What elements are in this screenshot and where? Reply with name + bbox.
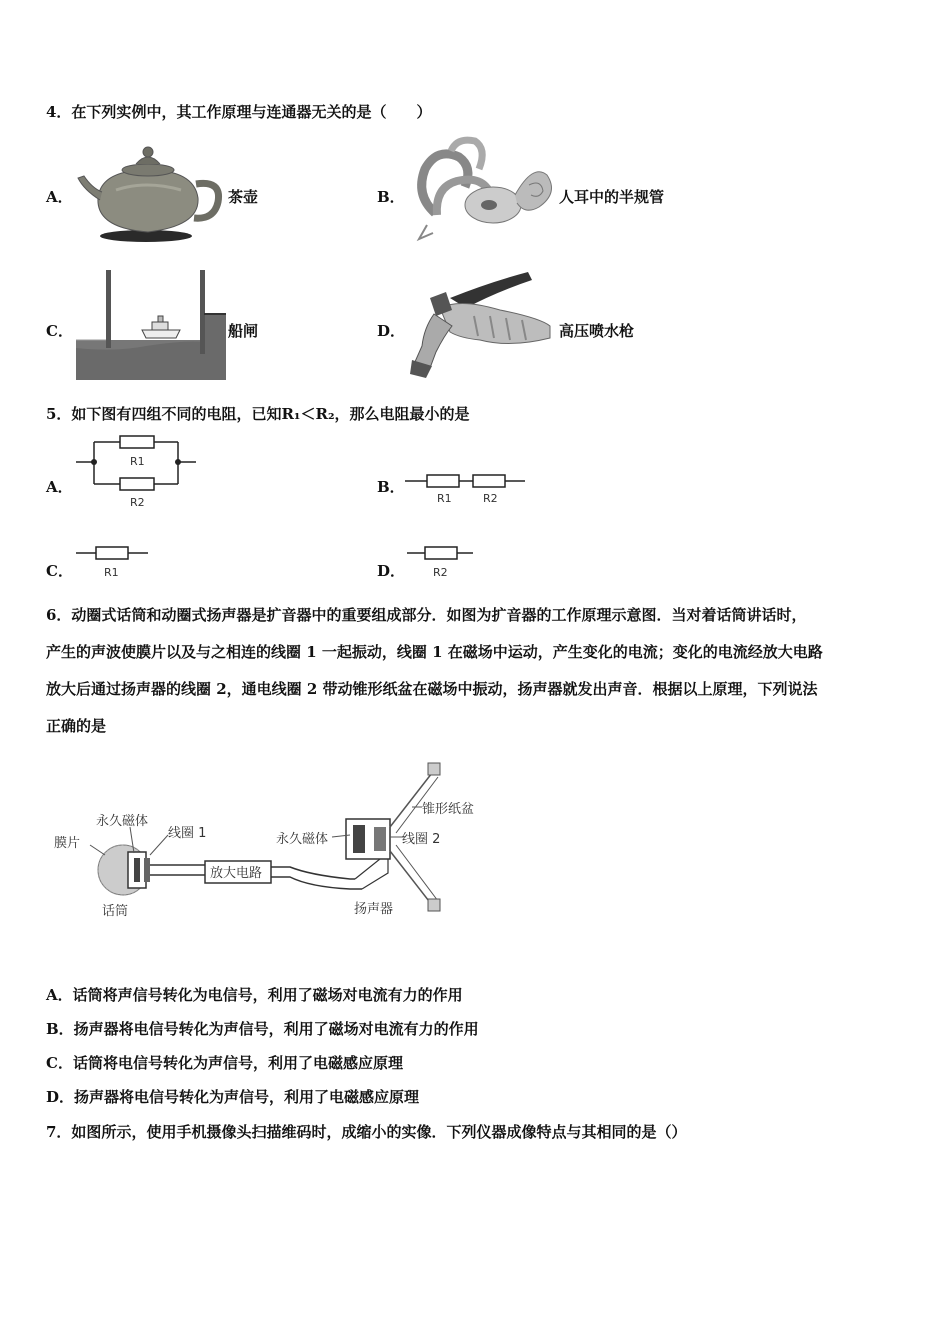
inner-ear-image bbox=[407, 135, 557, 245]
q4-option-b-label: 人耳中的半规管 bbox=[559, 188, 665, 206]
cone-edge-top bbox=[428, 763, 440, 775]
resistor-r2 bbox=[473, 475, 505, 487]
q5-option-b-letter[interactable]: B． bbox=[377, 478, 405, 496]
speaker-label: 扬声器 bbox=[354, 902, 394, 917]
label-r1: R1 bbox=[104, 566, 119, 579]
water-gun-image bbox=[400, 268, 560, 380]
single-resistor-r1-circuit bbox=[76, 542, 151, 582]
q6-option-d[interactable]: D．扬声器将电信号转化为声信号，利用了电磁感应原理 bbox=[46, 1088, 420, 1106]
amplifier-label: 放大电路 bbox=[210, 866, 263, 881]
single-resistor-r2-circuit bbox=[407, 542, 477, 582]
q6-stem bbox=[46, 597, 906, 745]
coil-2 bbox=[374, 827, 386, 851]
resistor-r2 bbox=[120, 478, 154, 490]
q6-option-a[interactable]: A．话筒将声信号转化为电信号，利用了磁场对电流有力的作用 bbox=[46, 986, 463, 1004]
magnet-1-label: 永久磁体 bbox=[96, 814, 149, 829]
resistor-r1 bbox=[120, 436, 154, 448]
coil-1-label: 线圈 1 bbox=[168, 826, 207, 841]
microphone-label: 话筒 bbox=[102, 904, 129, 919]
label-r2: R2 bbox=[433, 566, 448, 579]
q4-stem: 4．在下列实例中，其工作原理与连通器无关的是（ ） bbox=[46, 103, 432, 121]
series-resistor-circuit bbox=[405, 470, 527, 510]
q4-option-c-label: 船闸 bbox=[228, 322, 259, 340]
label-r2: R2 bbox=[130, 496, 145, 509]
q6-stem-line-4: 正确的是 bbox=[46, 717, 107, 735]
q5-stem: 5．如下图有四组不同的电阻，已知R₁＜R₂，那么电阻最小的是 bbox=[46, 405, 470, 423]
teapot-image bbox=[76, 140, 226, 245]
q4-option-a-label: 茶壶 bbox=[228, 188, 259, 206]
label-r1: R1 bbox=[130, 455, 145, 468]
q6-stem-line-3: 放大后通过扬声器的线圈 2，通电线圈 2 带动锥形纸盆在磁场中振动，扬声器就发出声音．根据以上原理，下列说法 bbox=[46, 680, 818, 698]
resistor-r1 bbox=[427, 475, 459, 487]
q7-stem: 7．如图所示，使用手机摄像头扫描维码时，成缩小的实像．下列仪器成像特点与其相同的是（） bbox=[46, 1123, 687, 1141]
q6-stem-line-1: 6．动圈式话筒和动圈式扬声器是扩音器中的重要组成部分．如图为扩音器的工作原理示意图．当对着话筒讲话时， bbox=[46, 606, 807, 624]
q4-option-a-letter[interactable]: A． bbox=[46, 188, 73, 206]
q4-option-d-letter[interactable]: D． bbox=[377, 322, 406, 340]
q5-option-a-letter[interactable]: A． bbox=[46, 478, 73, 496]
ship-lock-image bbox=[76, 268, 226, 380]
membrane-label: 膜片 bbox=[54, 836, 81, 851]
q5-option-c-letter[interactable]: C． bbox=[46, 562, 73, 580]
parallel-resistor-circuit bbox=[76, 432, 201, 510]
cone-label: 锥形纸盆 bbox=[422, 802, 475, 817]
magnet-2-label: 永久磁体 bbox=[276, 832, 329, 847]
resistor-r2 bbox=[425, 547, 457, 559]
resistor-r1 bbox=[96, 547, 128, 559]
q6-option-b[interactable]: B．扬声器将电信号转化为声信号，利用了磁场对电流有力的作用 bbox=[46, 1020, 479, 1038]
q4-option-c-letter[interactable]: C． bbox=[46, 322, 73, 340]
amplifier-diagram bbox=[50, 755, 500, 930]
q5-option-d-letter[interactable]: D． bbox=[377, 562, 406, 580]
coil-1 bbox=[144, 858, 150, 882]
label-r1: R1 bbox=[437, 492, 452, 505]
label-r2: R2 bbox=[483, 492, 498, 505]
q4-option-d-label: 高压喷水枪 bbox=[559, 322, 635, 340]
q6-option-c[interactable]: C．话筒将电信号转化为声信号，利用了电磁感应原理 bbox=[46, 1054, 403, 1072]
cone-edge-bottom bbox=[428, 899, 440, 911]
q4-option-b-letter[interactable]: B． bbox=[377, 188, 405, 206]
coil-2-label: 线圈 2 bbox=[402, 832, 441, 847]
q6-stem-line-2: 产生的声波使膜片以及与之相连的线圈 1 一起振动，线圈 1 在磁场中运动，产生变化的电流；变化的电流经放大电路 bbox=[46, 643, 823, 661]
